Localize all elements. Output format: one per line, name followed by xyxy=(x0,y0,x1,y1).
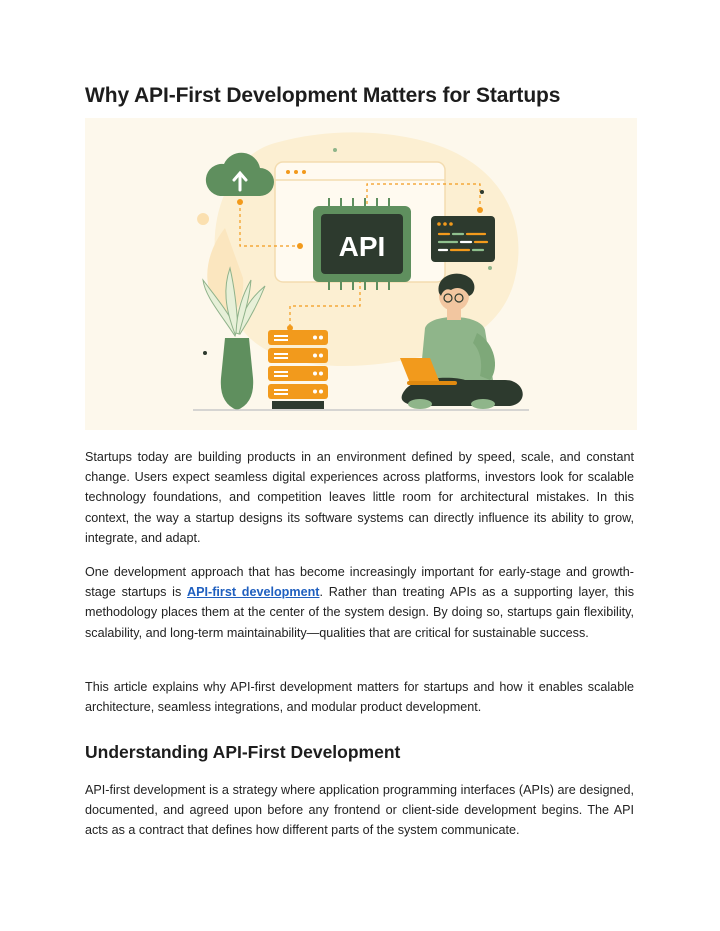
api-chip-icon xyxy=(313,198,411,290)
approach-text-start: One development approach that has become increasingly important for early-stage and growth-stage startups is xyxy=(85,565,634,600)
api-chip-label: API xyxy=(338,231,386,262)
page-title: Why API-First Development Matters for Startups xyxy=(85,84,561,107)
code-panel-icon xyxy=(431,216,495,262)
intro-paragraph: Startups today are building products in an environment defined by speed, scale, and constant change. Users expect seamless digital experiences across platforms, investors look for scalable technology foundations, and competition leaves little room for architectural mistakes. In this context, the way a startup designs its software systems can directly influence its ability to grow, integrate, and adapt. xyxy=(85,450,634,545)
section-heading: Understanding API-First Development xyxy=(85,742,401,762)
approach-paragraph xyxy=(85,562,634,643)
api-first-development-link[interactable]: API-first development xyxy=(187,585,320,600)
approach-text-end: . Rather than treating APIs as a supporting layer, this methodology places them at the center of the system design. By doing so, startups gain flexibility, scalability, and long-term maintainability—qualities that are critical for sustainable success. xyxy=(85,585,634,640)
definition-paragraph: API-first development is a strategy where application programming interfaces (APIs) are designed, documented, and agreed upon before any frontend or client-side development begins. The API acts as a contract that defines how different parts of the system communicate. xyxy=(85,783,634,838)
server-stack-icon xyxy=(268,330,328,409)
article-scope-paragraph: This article explains why API-first development matters for startups and how it enables scalable architecture, seamless integrations, and modular product development. xyxy=(85,680,634,715)
hero-illustration xyxy=(85,118,637,430)
